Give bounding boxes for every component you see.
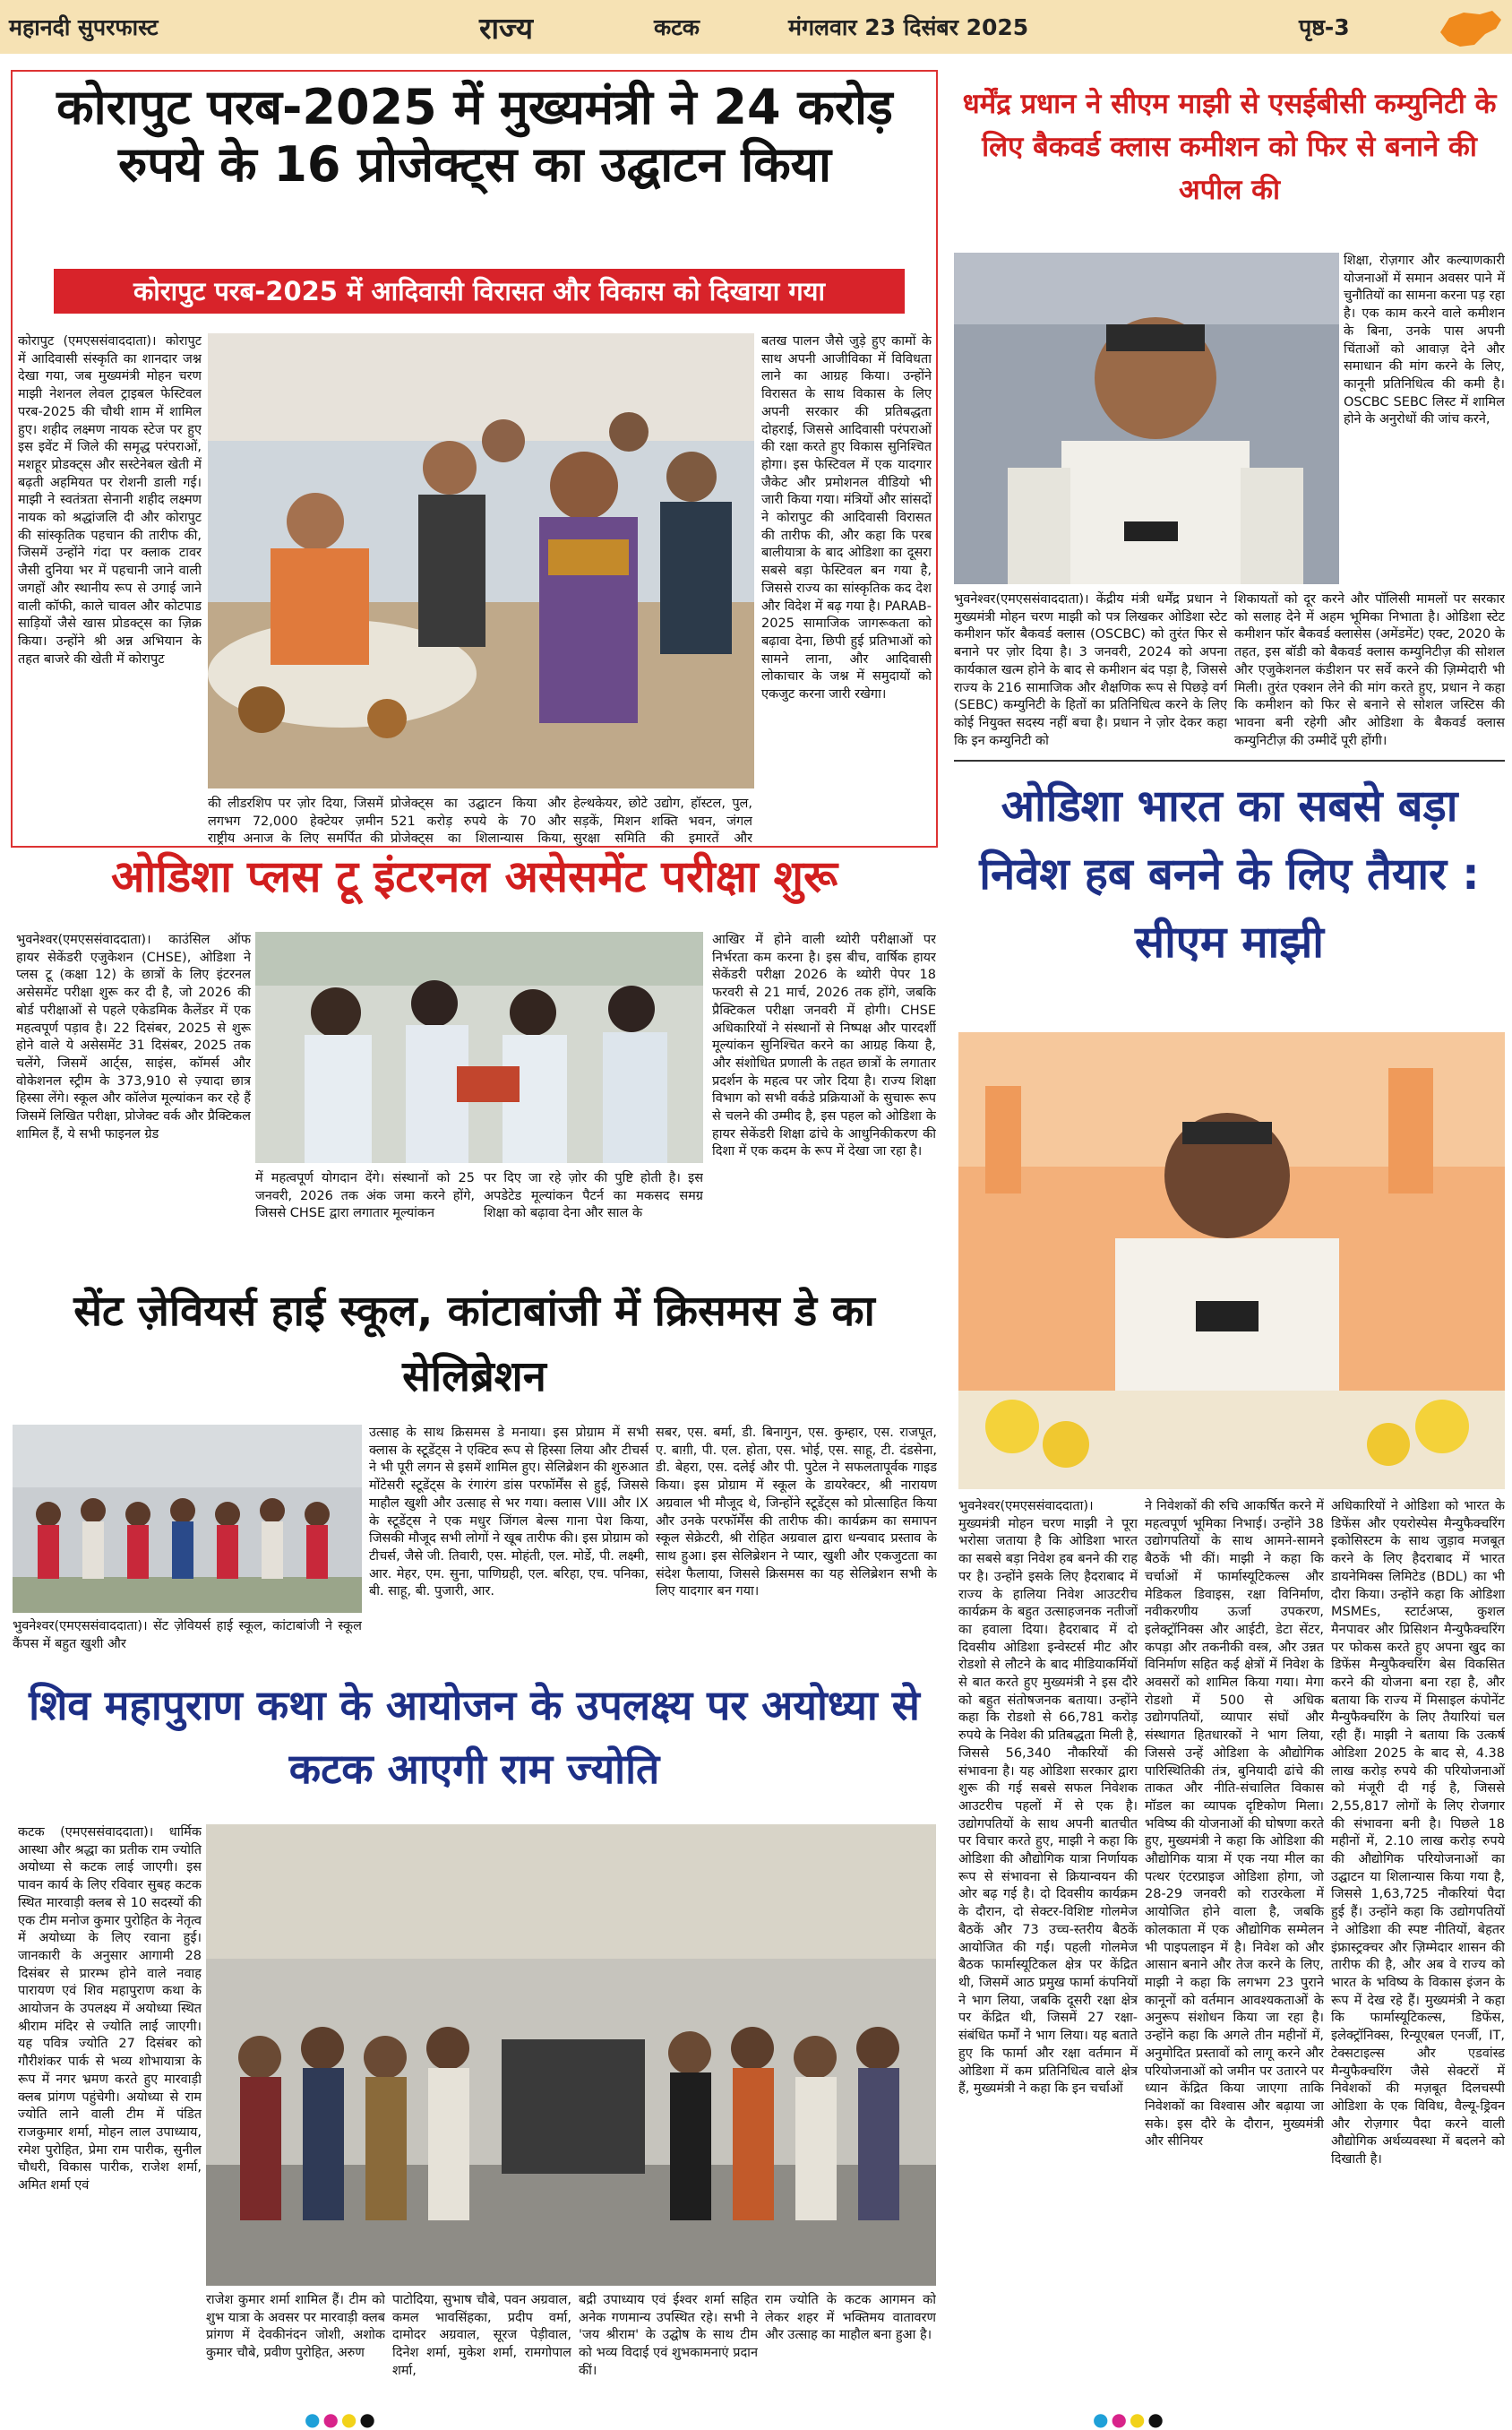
- story2-headline: धर्मेंद्र प्रधान ने सीएम माझी से एसईबीसी कम्युनिटी के लिए बैकवर्ड क्लास कमीशन को फिर से बनाने की अपील की: [962, 88, 1497, 207]
- story6-column: पाटोदिया, सुभाष चौबे, पवन अग्रवाल, कमल भावसिंहका, प्रदीप वर्मा, दामोदर अग्रवाल, सूरज पेड़ीवाल, दिनेश शर्मा, मुकेश शर्मा, रामगोपाल शर्मा,: [392, 2293, 571, 2378]
- christmas-celebration-photo: [13, 1425, 362, 1613]
- story2-column: भुवनेश्वर(एमएससंवाददाता)। केंद्रीय मंत्री धर्मेंद्र प्रधान ने मुख्यमंत्री मोहन चरण माझी को पत्र लिखकर ओडिशा स्टेट कमीशन फॉर बैकवर्ड क्लास (OSCBC) को तुरंत फिर से बनाने पर ज़ोर दिया है। 3 जनवरी, 2024 को अपना कार्यकाल खत्म होने के बाद से कमीशन बंद पड़ा है, जिससे राज्य के 216 सामाजिक और शैक्षणिक रूप से पिछड़े वर्ग (SEBC) कम्युनिटी के हितों का प्रतिनिधित्व करने के लिए कोई नियुक्त सदस्य नहीं बचा है। प्रधान ने ज़ोर देकर कहा कि इन कम्युनिटी को: [954, 592, 1227, 748]
- story6-column: कटक (एमएससंवाददाता)। धार्मिक आस्था और श्रद्धा का प्रतीक राम ज्योति अयोध्या से कटक लाई जाएगी। इस पावन कार्य के लिए रविवार सुबह कटक स्थित मारवाड़ी क्लब से 10 सदस्यों की एक टीम मनोज कुमार पुरोहित के नेतृत्व में अयोध्या के लिए रवाना हुई। जानकारी के अनुसार आगामी 28 दिसंबर से प्रारम्भ होने वाले नवाह पारायण एवं शिव महापुराण कथा के आयोजन के उपलक्ष्य में अयोध्या स्थित श्रीराम मंदिर से ज्योति लाई जाएगी। यह पवित्र ज्योति 27 दिसंबर को गौरीशंकर पार्क से भव्य शोभायात्रा के रूप में नगर भ्रमण करते हुए मारवाड़ी क्लब प्रांगण पहुंचेगी। अयोध्या से राम ज्योति लाने वाली टीम में पंडित राजकुमार शर्मा, मोहन लाल उपाध्याय, रमेश पुरोहित, प्रेमा राम पारीक, सुनील चौधरी, विकास पारीक, राजेश शर्मा, अमित शर्मा एवं: [18, 1825, 202, 2193]
- koraput-parab-photo: [208, 333, 754, 788]
- ram-jyoti-team-photo: [206, 1824, 936, 2286]
- students-exam-photo: [255, 932, 703, 1163]
- story6-column: राम ज्योति के कटक आगमन को लेकर शहर में भक्तिमय वातावरण और उत्साह का माहौल बना हुआ है।: [765, 2293, 936, 2343]
- page-number: पृष्ठ-3: [1299, 14, 1350, 40]
- story3-column: भुवनेश्वर(एमएससंवाददाता)। काउंसिल ऑफ हायर सेकेंडरी एजुकेशन (CHSE), ओडिशा ने प्लस टू (कक्षा 12) के छात्रों के लिए इंटरनल असेसमेंट परीक्षा शुरू कर दी है, जो 2026 की बोर्ड परीक्षाओं से पहले एकेडमिक कैलेंडर में एक महत्वपूर्ण पड़ाव है। 22 दिसंबर, 2025 से शुरू होने वाले ये असेसमेंट 31 दिसंबर, 2025 तक चलेंगे, जिसमें आर्ट्स, साइंस, कॉमर्स और वोकेशनल स्ट्रीम के 373,910 से ज़्यादा छात्र हिस्सा लेंगे। स्कूल और कॉलेज मूल्यांकन कर रहे हैं जिसमें लिखित परीक्षा, प्रोजेक्ट वर्क और प्रैक्टिकल शामिल हैं, ये सभी फाइनल ग्रेड: [16, 933, 251, 1142]
- registration-marks: ●●●●: [305, 2408, 378, 2430]
- story3-headline: ओडिशा प्लस टू इंटरनल असेसमेंट परीक्षा शुरू: [110, 851, 838, 902]
- cm-majhi-photo: [958, 1032, 1505, 1489]
- story6-headline: शिव महापुराण कथा के आयोजन के उपलक्ष्य पर अयोध्या से कटक आएगी राम ज्योति: [29, 1681, 920, 1794]
- story1-column: बतख पालन जैसे जुड़े हुए कामों के साथ अपनी आजीविका में विविधता लाने का आग्रह किया। उन्होंने विरासत के साथ विकास के लिए अपनी सरकार की प्रतिबद्धता दोहराई, जिससे आदिवासी परंपराओं की रक्षा करते हुए विकास सुनिश्चित होगा। इस फेस्टिवल में एक यादगार जैकेट और प्रमोशनल वीडियो भी जारी किया गया। मंत्रियों और सांसदों ने कोरापुट की आदिवासी विरासत की तारीफ की, और कहा कि परब बालीयात्रा के बाद ओडिशा का दूसरा सबसे बड़ा फेस्टिवल बन गया है, जिससे राज्य का सांस्कृतिक कद देश और विदेश में बढ़ गया है। PARAB-2025 सामाजिक जागरूकता को बढ़ावा देना, छिपी हुई प्रतिभाओं को सामने लाना, और आदिवासी लोकाचार के जश्न में समुदायों को एकजुट करना जारी रखेगा।: [761, 334, 932, 702]
- story3-column: आखिर में होने वाली थ्योरी परीक्षाओं पर निर्भरता कम करना है। इस बीच, वार्षिक हायर सेकेंडरी परीक्षा 2026 के थ्योरी पेपर 18 फरवरी से 21 मार्च, 2026 तक होंगे, जबकि प्रैक्टिकल परीक्षा जनवरी में होगी। CHSE अधिकारियों ने संस्थानों से निष्पक्ष और पारदर्शी मूल्यांकन सुनिश्चित करने का आग्रह किया है, और संशोधित प्रणाली के तहत छात्रों के लगातार प्रदर्शन के महत्व पर जोर दिया है। राज्य शिक्षा विभाग को सभी वर्कडे प्रक्रियाओं के सुचारू रूप से चलने की उम्मीद है, इस पहल को ओडिशा के हायर सेकेंडरी शिक्षा ढांचे के आधुनिकीकरण की दिशा में एक कदम के रूप में देखा जा रहा है।: [712, 933, 936, 1159]
- registration-marks: ●●●●: [1093, 2408, 1166, 2430]
- story4-column: अधिकारियों ने ओडिशा को भारत के डिफेंस और एयरोस्पेस मैन्युफैक्चरिंग इकोसिस्टम के साथ जुड़ाव मजबूत करने के लिए हैदराबाद में भारत डायनेमिक्स लिमिटेड (BDL) का भी दौरा किया। उन्होंने कहा कि ओडिशा MSMEs, स्टार्टअप्स, कुशल मैनपावर और प्रिसिशन मैन्युफैक्चरिंग पर फोकस करते हुए अपना खुद का डिफेंस मैन्युफैक्चरिंग बेस विकसित करने की योजना बना रहा है, और बताया कि राज्य में मिसाइल कंपोनेंट मैन्युफैक्चरिंग के लिए तैयारियां चल रही हैं। माझी ने बताया कि उत्कर्ष ओडिशा 2025 के बाद से, 4.38 लाख करोड़ रुपये की परियोजनाओं को मंजूरी दी गई है, जिससे 2,55,817 लोगों के लिए रोजगार की संभावना बनी है। पिछले 18 महीनों में, 2.10 लाख करोड़ रुपये की औद्योगिक परियोजनाओं का उद्घाटन या शिलान्यास किया गया है, जिससे 1,63,725 नौकरियां पैदा हुई हैं। उन्होंने कहा कि उद्योगपतियों ने ओडिशा की स्पष्ट नीतियों, बेहतर इंफ्रास्ट्रक्चर और ज़िम्मेदार शासन की तारीफ की है, और अब वे राज्य को भारत के भविष्य के विकास इंजन के रूप में देख रहे हैं। मुख्यमंत्री ने कहा कि फार्मास्यूटिकल्स, डिफेंस, इलेक्ट्रॉनिक्स, रिन्यूएबल एनर्जी, IT, टेक्सटाइल्स और एडवांस्ड मैन्युफैक्चरिंग जैसे सेक्टरों में निवेशकों की मज़बूत दिलचस्पी ओडिशा के एक विविध, वैल्यू-ड्रिवन और रोज़गार पैदा करने वाली औद्योगिक अर्थव्यवस्था में बदलने को दिखाती है।: [1331, 1499, 1505, 2167]
- story5-headline: सेंट ज़ेवियर्स हाई स्कूल, कांटाबांजी में क्रिसमस डे का सेलिब्रेशन: [73, 1287, 875, 1401]
- story1-column: प्रोजेक्ट्स का उद्घाटन किया और 521 करोड़ रुपये के 70 और प्रोजेक्ट्स का शिलान्यास किया,: [391, 797, 566, 847]
- story2-column: शिक्षा, रोज़गार और कल्याणकारी योजनाओं में समान अवसर पाने में चुनौतियों का सामना करना पड़ रहा है। एक काम करने वाले कमीशन के बिना, उनके पास अपनी चिंताओं को आवाज़ देने और समाधान की मांग करने के लिए, कानूनी प्रतिनिधित्व की कमी है। OSCBC SEBC लिस्ट में शामिल होने के अनुरोधों की जांच करने,: [1344, 254, 1505, 427]
- story1-column: हेल्थकेयर, छोटे उद्योग, हॉस्टल, पुल, सड़कें, मिशन शक्ति भवन, जंगल सुरक्षा समिति की इमारतें और: [573, 797, 752, 847]
- story3-column: पर दिए जा रहे ज़ोर की पुष्टि होती है। इस अपडेटेड मूल्यांकन पैटर्न का मकसद समग्र शिक्षा को बढ़ावा देना और साल के: [484, 1171, 703, 1221]
- story5-column: सबर, एस. बर्मा, डी. बिनागुन, एस. कुम्हार, एस. राजपूत, ए. बाग़ी, पी. एल. होता, एस. भोई, एस. साहू, टी. दंडसेना, डी. बेहरा, एस. दलेई और पी. पुटेल ने सफलतापूर्वक गाइड किया। इस प्रोग्राम में स्कूल के डायरेक्टर, श्री नारायण अग्रवाल भी मौजूद थे, जिन्होंने स्टूडेंट्स को प्रोत्साहित किया और उनके परफॉर्मेंस की तारीफ की। कार्यक्रम का समापन स्कूल सेक्रेटरी, श्री रोहित अग्रवाल द्वारा धन्यवाद प्रस्ताव के साथ हुआ। इस सेलिब्रेशन ने प्यार, खुशी और एकजुटता का संदेश फैलाया, जिससे क्रिसमस का यह सेलिब्रेशन सभी के लिए यादगार बन गया।: [656, 1426, 937, 1599]
- story6-column: बद्री उपाध्याय एवं ईश्वर शर्मा सहित अनेक गणमान्य उपस्थित रहे। सभी ने 'जय श्रीराम' के उद्घोष के साथ टीम को भव्य विदाई एवं शुभकामनाएं प्रदान कीं।: [579, 2293, 758, 2378]
- story1-column: कोरापुट (एमएससंवाददाता)। कोरापुट में आदिवासी संस्कृति का शानदार जश्न देखा गया, जब मुख्यमंत्री मोहन चरण माझी नेशनल लेवल ट्राइबल फेस्टिवल परब-2025 की चौथी शाम में शामिल हुए। शहीद लक्ष्मण नायक स्टेज पर हुए इस इवेंट में जिले की समृद्ध परंपराओं, मशहूर प्रोडक्ट्स और सस्टेनेबल खेती में बढ़ती अहमियत पर रोशनी डाली गई। माझी ने स्वतंत्रता सेनानी शहीद लक्ष्मण नायक को श्रद्धांजलि दी और कोरापुट की सांस्कृतिक पहचान की तारीफ की, जिसमें उन्होंने गंदा पर क्लाक टावर जैसी दुनिया भर में पहचानी जाने वाली जगहों और स्थानीय रूप से उगाई जाने वाली कॉफी, काले चावल और कोटपाड साड़ियों जैसे खास प्रोडक्ट्स का ज़िक्र किया। उन्होंने श्री अन्न अभियान के तहत बाजरे की खेती में कोरापुट: [18, 334, 202, 667]
- story4-column: ने निवेशकों की रुचि आकर्षित करने में महत्वपूर्ण भूमिका निभाई। उन्होंने 38 उद्योगपतियों के साथ आमने-सामने बैठकें भी कीं। माझी ने कहा कि चर्चाओं में फार्मास्यूटिकल्स और मेडिकल डिवाइस, रक्षा विनिर्माण, नवीकरणीय ऊर्जा उपकरण, इलेक्ट्रॉनिक्स और आईटी, डेटा सेंटर, कपड़ा और तकनीकी वस्त्र, और उन्नत विनिर्माण सहित कई क्षेत्रों में निवेश के अवसरों को शामिल किया गया। मेगा रोडशो में 500 से अधिक उद्योगपतियों, व्यापार संघों और संस्थागत हितधारकों ने भाग लिया, जिससे उन्हें ओडिशा के औद्योगिक पारिस्थितिकी तंत्र, बुनियादी ढांचे की ताकत और नीति-संचालित विकास मॉडल का व्यापक दृष्टिकोण मिला। भविष्य की योजनाओं की घोषणा करते हुए, मुख्यमंत्री ने कहा कि ओडिशा की औद्योगिक यात्रा में एक नया मील का पत्थर एंटरप्राइज ओडिशा होगा, जो 28-29 जनवरी को राउरकेला में आयोजित होने वाला है, जबकि कोलकाता में एक औद्योगिक सम्मेलन भी पाइपलाइन में है। निवेश को और आसान बनाने और तेज करने के लिए, माझी ने कहा कि लगभग 23 पुराने कानूनों को वर्तमान आवश्यकताओं के अनुरूप संशोधन किया जा रहा है। उन्होंने कहा कि अगले तीन महीनों में, अनुमोदित प्रस्तावों को लागू करने और परियोजनाओं को जमीन पर उतारने पर ध्यान केंद्रित किया जाएगा ताकि निवेशकों का विश्वास और बढ़ाया जा सके। इस दौरे के दौरान, मुख्यमंत्री और सीनियर: [1145, 1499, 1324, 2150]
- story1-subhead: कोरापुट परब-2025 में आदिवासी विरासत और विकास को दिखाया गया: [54, 269, 905, 314]
- divider: [954, 760, 1505, 762]
- paper-name: महानदी सुपरफास्ट: [9, 14, 159, 40]
- story3-column: में महत्वपूर्ण योगदान देंगे। संस्थानों को 25 जनवरी, 2026 तक अंक जमा करने होंगे, जिससे CHSE द्वारा लगातार मूल्यांकन: [255, 1171, 475, 1221]
- story1-headline: कोरापुट परब-2025 में मुख्यमंत्री ने 24 करोड़ रुपये के 16 प्रोजेक्ट्स का उद्घाटन किया: [56, 79, 893, 193]
- story4-headline: ओडिशा भारत का सबसे बड़ा निवेश हब बनने के लिए तैयार : सीएम माझी: [979, 780, 1480, 968]
- story2-column: शिकायतों को दूर करने और पॉलिसी मामलों पर सरकार को सलाह देने में अहम भूमिका निभाता है। ओडिशा स्टेट कमीशन फॉर बैकवर्ड क्लासेस (अमेंडमेंट) एक्ट, 2020 के तहत, इस बॉडी को बैकवर्ड क्लास कम्युनिटीज़ की सोशल और एजुकेशनल कंडीशन पर सर्वे करने की ज़िम्मेदारी भी मिली। तुरंत एक्शन लेने की मांग करते हुए, प्रधान ने कहा कि कमीशन को फिर से बनाने से सोशल जस्टिस की भावना बनी रहेगी और ओडिशा के बैकवर्ड क्लास कम्युनिटीज़ की उम्मीदें पूरी होंगी।: [1234, 592, 1505, 748]
- issue-date: मंगलवार 23 दिसंबर 2025: [788, 14, 1029, 40]
- dharmendra-pradhan-photo: [954, 253, 1339, 584]
- section-name: राज्य: [479, 11, 534, 46]
- story4-column: भुवनेश्वर(एमएससंवाददाता)। मुख्यमंत्री मोहन चरण माझी ने पूरा भरोसा जताया है कि ओडिशा भारत का सबसे बड़ा निवेश हब बनने की राह पर है। उन्होंने इसके लिए हैदराबाद में राज्य के हालिया निवेश आउटरीच कार्यक्रम के बहुत उत्साहजनक नतीजों का हवाला दिया। हैदराबाद में दो दिवसीय ओडिशा इन्वेस्टर्स मीट और रोडशो से लौटने के बाद मीडियाकर्मियों से बात करते हुए मुख्यमंत्री ने इस दौरे को बहुत संतोषजनक बताया। उन्होंने कहा कि रोडशो से 66,781 करोड़ रुपये के निवेश की प्रतिबद्धता मिली है, जिससे 56,340 नौकरियों की संभावना है। यह ओडिशा सरकार द्वारा शुरू की गई सबसे सफल निवेशक आउटरीच पहलों में से एक है। उद्योगपतियों के साथ अपनी बातचीत पर विचार करते हुए, माझी ने कहा कि ओडिशा की औद्योगिक यात्रा निर्णायक रूप से संभावना से क्रियान्वयन की ओर बढ़ गई है। दो दिवसीय कार्यक्रम के दौरान, दो सेक्टर-विशिष्ट गोलमेज बैठकें और 73 उच्च-स्तरीय बैठकें आयोजित की गईं। पहली गोलमेज बैठक फार्मास्यूटिकल क्षेत्र पर केंद्रित थी, जिसमें आठ प्रमुख फार्मा कंपनियों ने भाग लिया, जबकि दूसरी रक्षा क्षेत्र पर केंद्रित थी, जिसमें 27 रक्षा-संबंधित फर्मों ने भाग लिया। यह बताते हुए कि फार्मा और रक्षा वर्तमान में ओडिशा में कम प्रतिनिधित्व वाले क्षेत्र हैं, मुख्यमंत्री ने कहा कि इन चर्चाओं: [958, 1499, 1138, 2097]
- story1-column: की लीडरशिप पर ज़ोर दिया, जिसमें लगभग 72,000 हेक्टेयर ज़मीन राष्ट्रीय अनाज के लिए समर्पित की: [208, 797, 383, 847]
- story5-column: भुवनेश्वर(एमएससंवाददाता)। सेंट ज़ेवियर्स हाई स्कूल, कांटाबांजी ने स्कूल कैंपस में बहुत खुशी और: [13, 1619, 362, 1651]
- city-name: कटक: [654, 14, 700, 40]
- odisha-map-icon: [1433, 5, 1505, 50]
- story5-column: उत्साह के साथ क्रिसमस डे मनाया। इस प्रोग्राम में सभी क्लास के स्टूडेंट्स ने एक्टिव रूप से हिस्सा लिया और टीचर्स ने भी पूरी लगन से इसमें शामिल हुए। सेलिब्रेशन की शुरुआत मोंटेसरी स्टूडेंट्स के रंगारंग डांस परफॉर्मेंस से हुई, जिससे माहौल खुशी और उत्साह से भर गया। क्लास VIII और IX के स्टूडेंट्स ने एक मधुर जिंगल बेल्स गाना पेश किया, जिसकी मौजूद सभी लोगों ने खूब तारीफ की। इस प्रोग्राम को टीचर्स, जैसे जी. तिवारी, एस. मोहंती, एल. मोर्डे, पी. लक्ष्मी, आर. मेहर, एम. सुना, पाणिग्रही, एल. बरिहा, एच. पनिका, बी. साहू, बी. पुजारी, आर.: [369, 1426, 649, 1599]
- masthead-band: [0, 0, 1512, 54]
- story6-column: राजेश कुमार शर्मा शामिल हैं। टीम को शुभ यात्रा के अवसर पर मारवाड़ी क्लब प्रांगण में देवकीनंदन जोशी, अशोक कुमार चौबे, प्रवीण पुरोहित, अरुण: [206, 2293, 385, 2361]
